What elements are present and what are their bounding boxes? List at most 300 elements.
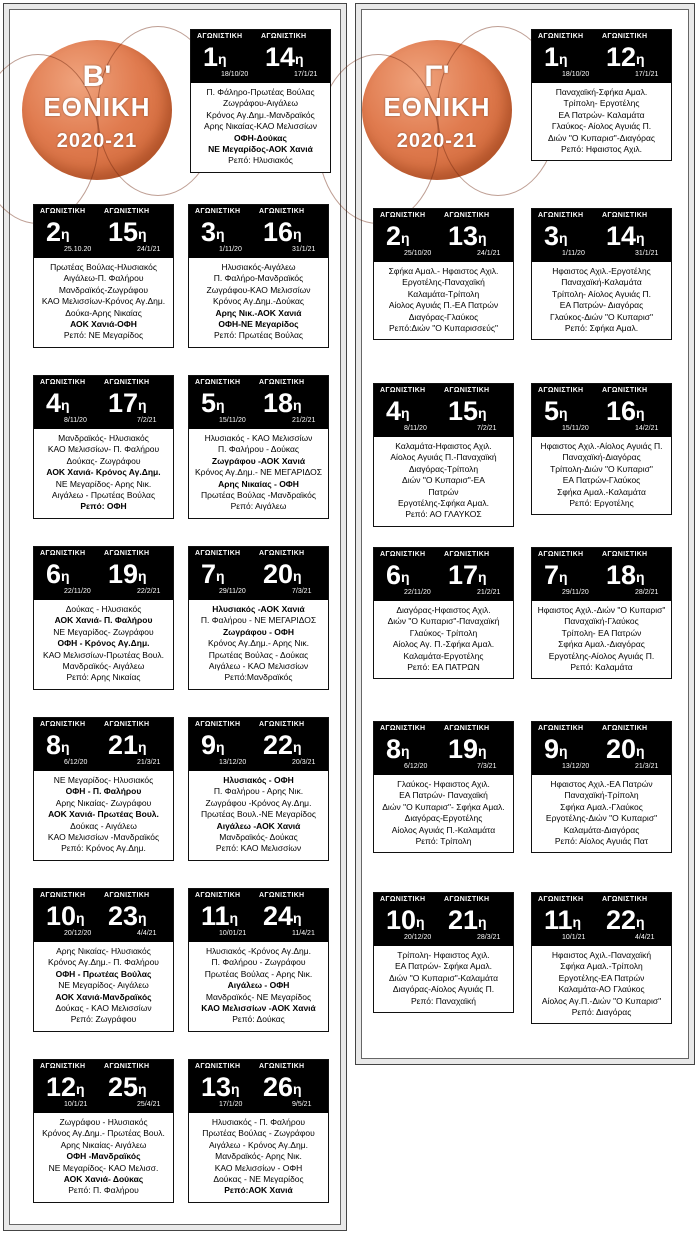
match-line: Ρεπό: ΝΕ Μεγαρίδος [63,330,144,341]
match-line: Ηφαιστος Αχιλ.-ΕΑ Πατρών [550,779,653,789]
match-line: ΚΑΟ Μελισσίων-Πρωτέας Βουλ. [43,649,164,660]
fixture-card [188,717,329,861]
fixture-card [33,204,174,348]
fixture-card [33,888,174,1032]
match-line: Ηλυσιακός - ΟΦΗ [223,775,294,785]
match-line: ΕΑ Πατρών-Γλαύκος [562,475,641,486]
card-header [374,722,513,775]
round-label: ΑΓΩΝΙΣΤΙΚΗ [444,551,490,558]
round-label: ΑΓΩΝΙΣΤΙΚΗ [261,33,307,40]
round-number: $3^\eta$ [544,221,568,251]
round-number: $18^\eta$ [606,560,645,590]
round-date: 7/3/21 [477,763,497,770]
fixture-card [188,546,329,690]
match-line: Διαγόρας-Ηφαιστος Αχιλ. [396,605,491,615]
match-line: Ρεπό: Κρόνος Αγ.Δημ. [61,843,146,854]
match-line: Μανδραϊκός- Δούκας [219,832,298,843]
round-label: ΑΓΩΝΙΣΤΙΚΗ [602,212,648,219]
match-line: Τρίπολη- Αίολος Αγυιάς Π. [551,288,652,299]
match-line: ΚΑΟ Μελισσίων -ΑΟΚ Χανιά [201,1003,316,1014]
round-label: ΑΓΩΝΙΣΤΙΚΗ [195,721,241,728]
round-date: 31/1/21 [292,246,316,253]
match-line: Αρης Νικαίας - ΟΦΗ [218,478,299,489]
round-number: $1^\eta$ [544,42,568,72]
match-line: ΕΑ Πατρών- Διαγόρας [559,300,644,311]
card-header [34,889,173,942]
card-header [532,209,671,262]
round-number: $15^\eta$ [108,217,147,247]
round-date: 6/12/20 [64,759,88,766]
match-list [34,771,173,860]
match-line: Διαγόρας-Εργοτέλης [404,813,483,824]
card-header [532,893,671,946]
match-line: Αιγάλεω - Πρωτέας Βούλας [51,490,156,501]
match-line: Τρίπολη- ΕΑ Πατρών [561,627,642,638]
match-line: Ρεπό: Αρης Νικαίας [66,672,141,683]
card-header [532,722,671,775]
match-line: Μανδραϊκός- ΝΕ Μεγαρίδος [205,991,312,1002]
match-line: Ρεπό: Παναχαϊκή [410,995,476,1006]
match-line: Διαγόρας-Τρίπολη [408,463,479,474]
round-number: $16^\eta$ [606,396,645,426]
match-line: Αιγάλεω - ΟΦΗ [227,980,290,991]
round-label: ΑΓΩΝΙΣΤΙΚΗ [40,379,86,386]
round-date: 17/1/20 [219,1101,243,1108]
round-number: $10^\eta$ [386,905,425,935]
match-list [374,601,513,678]
match-line: Διών "Ο Κυπαρισ"-Διαγόρας [548,132,655,143]
round-date: 15/11/20 [219,417,246,424]
card-header [189,376,328,429]
round-label: ΑΓΩΝΙΣΤΙΚΗ [380,387,426,394]
match-line: ΑΟΚ Χανιά- Δούκας [63,1174,144,1185]
match-line: Τρίπολη- Εργοτέλης [563,98,640,109]
round-label: ΑΓΩΝΙΣΤΙΚΗ [40,892,86,899]
match-line: Διών "Ο Κυπαρισ"- Σφήκα Αμαλ. [382,801,505,812]
round-date: 29/11/20 [219,588,246,595]
round-number: $9^\eta$ [544,734,568,764]
card-header [189,889,328,942]
round-number: $21^\eta$ [108,730,147,760]
round-number: $8^\eta$ [386,734,410,764]
round-number: $22^\eta$ [606,905,645,935]
match-line: Καλαμάτα-Εργοτέλης [403,650,484,661]
card-header [189,205,328,258]
round-date: 17/1/21 [635,71,659,78]
match-line: Γλαύκος-Διών "Ο Κυπαρισ" [550,311,653,322]
round-number: $17^\eta$ [108,388,147,418]
round-number: $11^\eta$ [544,905,582,935]
match-line: Πρωτέας Βουλ.-ΝΕ Μεγαρίδος [201,809,316,820]
match-line: Σφήκα Αμαλ.-Διαγόρας [558,639,645,650]
match-line: Ρεπό: ΟΦΗ [80,501,127,512]
match-line: Ζωγράφου -ΑΟΚ Χανιά [211,455,306,466]
round-number: $12^\eta$ [606,42,645,72]
card-header [191,30,330,83]
match-line: Δούκας - Αιγάλεω [70,820,137,831]
round-label: ΑΓΩΝΙΣΤΙΚΗ [195,550,241,557]
round-date: 28/3/21 [477,934,501,941]
fixture-card [33,717,174,861]
round-label: ΑΓΩΝΙΣΤΙΚΗ [538,725,584,732]
b-league-logo [22,40,172,180]
match-line: Ζωγράφου-Αιγάλεω [223,98,298,109]
round-label: ΑΓΩΝΙΣΤΙΚΗ [602,387,648,394]
match-list [34,258,173,347]
match-line: Ηλυσιακός -ΑΟΚ Χανιά [212,604,305,614]
round-date: 25/10/20 [404,250,432,257]
match-line: Αρης Νικαίας- Αιγάλεω [60,1139,147,1150]
match-list [189,600,328,689]
match-line: ΝΕ Μεγαρίδος- Ηλυσιακός [53,775,154,785]
match-line: Ρεπό: ΕΑ ΠΑΤΡΩΝ [407,662,480,673]
match-line: Πρωτέας Βούλας - Δούκας [208,649,309,660]
logo-letter: Β' [82,60,112,93]
round-number: $18^\eta$ [263,388,302,418]
round-label: ΑΓΩΝΙΣΤΙΚΗ [195,208,241,215]
g-league-logo [362,40,512,180]
match-line: Κρόνος Αγ.Δημ.- Πρωτέας Βουλ. [42,1128,165,1139]
match-line: Ρεπό: Καλαμάτα [570,662,633,673]
logo-season: 2020-21 [56,130,138,152]
fixture-card [188,204,329,348]
round-date: 8/11/20 [64,417,87,424]
match-line: Τρίπολη- Ηφαιστος Αχιλ. [397,950,490,960]
round-label: ΑΓΩΝΙΣΤΙΚΗ [380,551,426,558]
round-label: ΑΓΩΝΙΣΤΙΚΗ [602,725,648,732]
fixture-card [188,375,329,519]
fixture-card [531,29,672,161]
match-list [189,771,328,860]
match-list [189,429,328,518]
card-header [34,376,173,429]
match-list [189,942,328,1031]
match-line: ΚΑΟ Μελισσίων- Π. Φαλήρου [47,444,160,455]
round-label: ΑΓΩΝΙΣΤΙΚΗ [602,896,648,903]
match-line: Γλαύκος- Τρίπολη [409,627,478,638]
match-line: Δούκας - ΝΕ Μεγαρίδος [213,1174,304,1185]
round-number: $20^\eta$ [606,734,645,764]
round-number: $2^\eta$ [386,221,410,251]
round-number: $19^\eta$ [108,559,147,589]
match-line: Ρεπό: Εργοτέλης [569,498,634,509]
match-line: Π. Φαλήρο-Μανδραϊκός [213,273,304,284]
round-number: $7^\eta$ [201,559,225,589]
match-line: ΟΦΗ - Κρόνος Αγ.Δημ. [57,638,150,649]
match-line: ΑΟΚ Χανιά-Μανδραϊκός [55,991,152,1002]
match-line: ΝΕ Μεγαρίδος- Αρης Νικ. [55,478,152,489]
match-line: Ηλυσιακός - Π. Φαλήρου [211,1117,306,1127]
match-line: Ρεπό: Αιγάλεω [230,501,287,512]
match-line: Π. Φαλήρου - Δούκας [217,444,300,455]
round-number: $6^\eta$ [386,560,410,590]
round-number: $23^\eta$ [108,901,147,931]
match-line: ΝΕ Μεγαρίδος- ΚΑΟ Μελισσ. [48,1162,159,1173]
round-date: 21/2/21 [477,589,501,596]
match-line: Ρεπό:ΑΟΚ Χανιά [224,1185,293,1196]
round-number: $20^\eta$ [263,559,302,589]
match-line: Αιγάλεω -ΑΟΚ Χανιά [216,820,301,831]
match-line: Μανδραϊκός-Ζωγράφου [58,284,149,295]
match-line: Ρεπό: Ζωγράφου [70,1014,137,1025]
match-line: Καλαμάτα-Διαγόρας [563,824,640,835]
match-line: Αρης Νικαίας-ΚΑΟ Μελισσίων [204,121,317,132]
round-number: $21^\eta$ [448,905,487,935]
round-label: ΑΓΩΝΙΣΤΙΚΗ [104,721,150,728]
match-list [189,258,328,347]
match-line: Αιγάλεω - ΚΑΟ Μελισσίων [208,661,309,672]
round-label: ΑΓΩΝΙΣΤΙΚΗ [104,550,150,557]
round-label: ΑΓΩΝΙΣΤΙΚΗ [444,387,490,394]
match-line: ΕΑ Πατρών- Παναχαϊκή [399,790,488,801]
match-line: Πρωτέας Βούλας - Ζωγράφου [202,1128,315,1139]
round-date: 8/11/20 [404,425,427,432]
match-line: ΕΑ Πατρών- Σφήκα Αμαλ. [394,961,493,972]
match-line: Εργοτέλης-Αίολος Αγυιάς Π. [548,650,655,661]
fixture-card [531,383,672,515]
round-label: ΑΓΩΝΙΣΤΙΚΗ [259,721,305,728]
round-date: 18/10/20 [221,71,249,78]
match-line: Ρεπό: Σφήκα Αμαλ. [564,323,639,334]
match-line: Αρης Νικ.-ΑΟΚ Χανιά [215,307,302,318]
match-line: Π. Φαλήρου - Αρης Νικ. [213,786,304,797]
card-header [189,547,328,600]
round-number: $12^\eta$ [46,1072,85,1102]
match-line: Ηφαιστος Αχιλ.-Αίολος Αγυιάς Π. [540,441,663,451]
round-date: 25.10.20 [64,246,92,253]
match-list [191,83,330,172]
fixture-card [373,208,514,340]
round-label: ΑΓΩΝΙΣΤΙΚΗ [197,33,243,40]
round-date: 28/2/21 [635,589,659,596]
match-line: Ρεπό: ΚΑΟ Μελισσίων [215,843,302,854]
match-line: Κρόνος Αγ.Δημ.- ΝΕ ΜΕΓΑΡΙΔΟΣ [194,467,323,478]
round-label: ΑΓΩΝΙΣΤΙΚΗ [104,208,150,215]
round-label: ΑΓΩΝΙΣΤΙΚΗ [259,208,305,215]
match-line: Πρωτέας Βούλας -Μανδραϊκός [201,490,316,501]
fixture-card [190,29,331,173]
match-line: Ηλυσιακός -Κρόνος Αγ.Δημ. [205,946,312,956]
round-date: 11/4/21 [292,930,315,937]
round-date: 1/11/20 [562,250,585,257]
match-line: Ρεπό: Ηφαιστος Αχιλ. [561,144,642,155]
match-line: Ρεπό: Αίολος Αγυιάς Πατ [554,836,649,847]
match-line: Αίολος Αγυιάς Π.-Καλαμάτα [391,824,496,835]
fixture-card [531,208,672,340]
match-line: Δούκας - ΚΑΟ Μελισσίων [55,1003,152,1014]
match-line: Κρόνος Αγ.Δημ.- Π. Φαλήρου [48,957,159,968]
round-date: 20/3/21 [292,759,316,766]
round-date: 24/1/21 [477,250,501,257]
match-line: Εργοτέλης-ΕΑ Πατρών [558,972,645,983]
round-label: ΑΓΩΝΙΣΤΙΚΗ [380,896,426,903]
round-number: $15^\eta$ [448,396,487,426]
match-line: Δούκας - Ηλυσιακός [65,604,142,614]
round-number: $7^\eta$ [544,560,568,590]
fixture-card [531,892,672,1024]
match-list [532,946,671,1023]
round-label: ΑΓΩΝΙΣΤΙΚΗ [538,212,584,219]
round-date: 24/1/21 [137,246,161,253]
round-date: 25/4/21 [137,1101,161,1108]
match-line: Αρης Νικαίας- Ηλυσιακός [56,946,151,956]
round-date: 17/1/21 [294,71,318,78]
match-line: ΝΕ Μεγαρίδος- Αιγάλεω [58,980,149,991]
round-date: 13/12/20 [219,759,247,766]
match-line: Π. Φάληρο-Πρωτέας Βούλας [206,87,315,97]
match-line: Δούκας- Ζωγράφου [66,455,141,466]
match-line: ΟΦΗ-Δούκας [234,132,287,143]
match-list [374,437,513,526]
match-line: Ηφαιστος Αχιλ.-Εργοτέλης [552,266,651,276]
round-label: ΑΓΩΝΙΣΤΙΚΗ [538,896,584,903]
match-line: Πατρών [428,486,459,497]
round-number: $2^\eta$ [46,217,70,247]
round-number: $16^\eta$ [263,217,302,247]
match-line: ΟΦΗ - Πρωτέας Βούλας [55,968,152,979]
round-label: ΑΓΩΝΙΣΤΙΚΗ [259,892,305,899]
match-line: Αίολος Αγ. Π.-Σφήκα Αμαλ. [392,639,495,650]
fixture-card [531,721,672,853]
match-line: Δούκα-Αρης Νικαίας [65,307,142,318]
match-line: ΟΦΗ - Π. Φαλήρου [65,786,142,797]
round-label: ΑΓΩΝΙΣΤΙΚΗ [40,208,86,215]
round-number: $5^\eta$ [201,388,225,418]
match-line: Εργοτέλης-Σφήκα Αμαλ. [398,498,489,509]
round-number: $9^\eta$ [201,730,225,760]
match-line: Καλαμάτα-Ηφαιστος Αχιλ. [395,441,492,451]
round-label: ΑΓΩΝΙΣΤΙΚΗ [259,1063,305,1070]
card-header [374,893,513,946]
round-label: ΑΓΩΝΙΣΤΙΚΗ [40,550,86,557]
match-line: Παναχαϊκή-Καλαμάτα [561,277,642,288]
match-line: Ρεπό: Π. Φαλήρου [68,1185,139,1196]
match-line: Καλαμάτα-Τρίπολη [407,288,480,299]
match-line: Ρεπό:Μανδραϊκός [224,672,293,683]
match-line: Ηλυσιακός - ΚΑΟ Μελισσίων [204,433,313,443]
card-header [34,205,173,258]
match-line: Σφήκα Αμαλ.- Ηφαιστος Αχιλ. [388,266,499,276]
match-line: Διών "Ο Κυπαρισ"-Καλαμάτα [388,972,499,983]
card-header [34,547,173,600]
match-line: Μανδραϊκός- Ηλυσιακός [58,433,149,443]
round-date: 10/1/21 [562,934,586,941]
match-line: Ρεπό: Διαγόρας [571,1007,632,1018]
round-number: $25^\eta$ [108,1072,147,1102]
match-line: Ρεπό: Δούκας [232,1014,285,1025]
match-line: Κρόνος Αγ.Δημ.- Αρης Νικ. [207,638,310,649]
match-line: ΑΟΚ Χανιά- Κρόνος Αγ.Δημ. [46,467,161,478]
match-list [34,1113,173,1202]
match-line: Τρίπολη-Διών "Ο Κυπαρισ" [550,463,653,474]
match-line: Αίολος Αγυιάς Π.-ΕΑ Πατρών [388,300,499,311]
card-header [374,548,513,601]
round-label: ΑΓΩΝΙΣΤΙΚΗ [195,892,241,899]
match-line: Ζωγράφου - ΟΦΗ [222,626,295,637]
card-header [34,1060,173,1113]
round-date: 21/2/21 [292,417,316,424]
round-date: 21/3/21 [635,763,659,770]
round-date: 22/11/20 [64,588,91,595]
match-line: Μανδραϊκός- Αρης Νικ. [215,1151,302,1162]
match-line: Καλαμάτα-ΑΟ Γλαύκος [558,984,645,995]
match-line: Πρωτέας Βούλας - Αρης Νικ. [204,968,313,979]
match-line: ΝΕ Μεγαρίδος-ΑΟΚ Χανιά [208,144,313,155]
round-number: $1^\eta$ [203,42,227,72]
round-label: ΑΓΩΝΙΣΤΙΚΗ [538,387,584,394]
round-number: $4^\eta$ [386,396,410,426]
match-line: Εργοτέλης-Διών "Ο Κυπαρισ" [545,813,658,824]
logo-name: ΕΘΝΙΚΗ [383,92,491,122]
card-header [189,1060,328,1113]
match-line: Αιγάλεω - Κρόνος Αγ.Δημ. [209,1139,308,1150]
match-list [34,600,173,689]
round-date: 18/10/20 [562,71,590,78]
round-label: ΑΓΩΝΙΣΤΙΚΗ [380,212,426,219]
round-date: 13/12/20 [562,763,590,770]
match-line: Ρεπό:Διών "Ο Κυπαρισσεύς" [389,323,498,334]
round-number: $24^\eta$ [263,901,302,931]
round-date: 10/1/21 [64,1101,88,1108]
round-label: ΑΓΩΝΙΣΤΙΚΗ [195,1063,241,1070]
round-date: 22/11/20 [404,589,431,596]
match-line: Ρεπό: Ηλυσιακός [228,155,293,166]
fixture-card [373,383,514,527]
match-line: Αίολος Αγ.Π.-Διών "Ο Κυπαρισ" [541,995,662,1006]
match-line: Σφήκα Αμαλ.-Τρίπολη [560,961,643,972]
round-date: 7/2/21 [477,425,497,432]
match-line: Π. Φαλήρου - Ζωγράφου [211,957,306,968]
match-line: Παναχαϊκή-Σφήκα Αμαλ. [555,87,648,97]
match-line: ΑΟΚ Χανιά- Π. Φαλήρου [54,615,153,626]
round-number: $22^\eta$ [263,730,302,760]
round-number: $4^\eta$ [46,388,70,418]
match-list [189,1113,328,1202]
match-line: Π. Φαλήρου - ΝΕ ΜΕΓΑΡΙΔΟΣ [200,615,317,626]
card-header [189,718,328,771]
match-line: Ζωγράφου-ΚΑΟ Μελισσίων [206,284,311,295]
match-line: ΑΟΚ Χανιά-ΟΦΗ [70,319,137,330]
round-number: $14^\eta$ [265,42,304,72]
round-date: 4/4/21 [635,934,655,941]
card-header [34,718,173,771]
round-date: 22/2/21 [137,588,161,595]
match-line: Ζωγράφου -Κρόνος Αγ.Δημ. [205,797,312,808]
match-line: Ρεπό: Τρίπολη [415,836,472,847]
match-line: Γλαύκος- Αίολος Αγυιάς Π. [551,121,652,132]
match-line: Διών "Ο Κυπαρισ"-Παναχαϊκή [387,616,500,627]
round-label: ΑΓΩΝΙΣΤΙΚΗ [40,1063,86,1070]
round-label: ΑΓΩΝΙΣΤΙΚΗ [602,33,648,40]
fixture-card [33,546,174,690]
fixture-card [188,1059,329,1203]
match-list [374,946,513,1012]
round-label: ΑΓΩΝΙΣΤΙΚΗ [444,896,490,903]
round-label: ΑΓΩΝΙΣΤΙΚΗ [444,212,490,219]
match-line: ΚΑΟ Μελισσίων -Μανδραϊκός [47,832,160,843]
match-list [532,262,671,339]
card-header [374,209,513,262]
round-date: 20/12/20 [404,934,432,941]
card-header [374,384,513,437]
round-label: ΑΓΩΝΙΣΤΙΚΗ [444,725,490,732]
round-date: 14/2/21 [635,425,659,432]
round-date: 6/12/20 [404,763,428,770]
fixture-card [33,1059,174,1203]
match-line: Πρωτέας Βούλας-Ηλυσιακός [50,262,157,272]
match-list [532,437,671,514]
match-list [532,83,671,160]
